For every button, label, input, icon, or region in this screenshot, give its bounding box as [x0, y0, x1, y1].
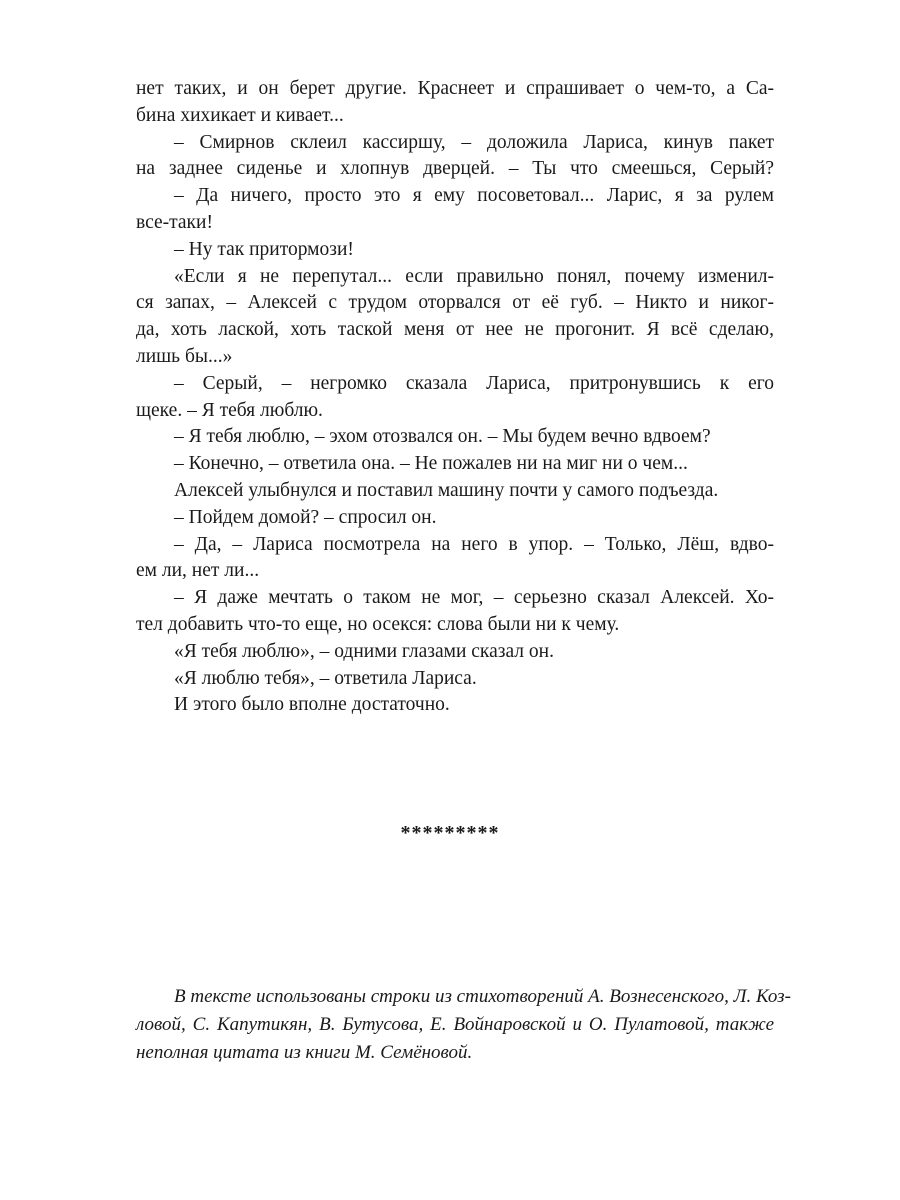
text-line: нет таких, и он берет другие. Краснеет и спрашивает о чем-то, а Са-: [136, 78, 774, 99]
text-line: щеке. – Я тебя люблю.: [136, 399, 323, 421]
text-line: тел добавить что-то еще, но осекся: слова были ни к чему.: [136, 613, 620, 635]
text-line: ем ли, нет ли...: [136, 560, 260, 582]
text-line: ся запах, – Алексей с трудом оторвался от её губ. – Никто и никог-: [136, 292, 774, 314]
section-separator: *********: [400, 822, 500, 844]
text-line: – Я тебя люблю, – эхом отозвался он. – Мы будем вечно вдвоем?: [174, 426, 711, 448]
text-line: «Если я не перепутал... если правильно понял, почему изменил-: [174, 265, 774, 287]
text-line: бина хихикает и кивает...: [136, 104, 344, 126]
text-line: – Ну так притормози!: [174, 238, 354, 260]
text-line: на заднее сиденье и хлопнув дверцей. – Ты что смеешься, Серый?: [136, 158, 774, 180]
text-line: – Серый, – негромко сказала Лариса, притронувшись к его: [174, 372, 774, 394]
text-line: «Я люблю тебя», – ответила Лариса.: [174, 667, 477, 689]
text-line: все-таки!: [136, 211, 213, 233]
text-line: – Да ничего, просто это я ему посоветовал... Ларис, я за рулем: [174, 185, 774, 207]
text-line: – Смирнов склеил кассиршу, – доложила Лариса, кинув пакет: [174, 131, 774, 153]
footnote: [136, 983, 791, 1067]
footnote-line: ловой, С. Капутикян, В. Бутусова, Е. Войнаровской и О. Пулатовой, также: [136, 1014, 774, 1035]
text-line: – Пойдем домой? – спросил он.: [174, 506, 437, 528]
text-line: – Я даже мечтать о таком не мог, – серьезно сказал Алексей. Хо-: [174, 587, 774, 609]
story-text: [136, 76, 774, 719]
footnote-line: В тексте использованы строки из стихотворений А. Вознесенского, Л. Коз-: [174, 986, 791, 1007]
text-line: «Я тебя люблю», – одними глазами сказал он.: [174, 640, 554, 662]
text-line: – Да, – Лариса посмотрела на него в упор. – Только, Лёш, вдво-: [174, 533, 774, 555]
text-line: И этого было вполне достаточно.: [174, 694, 450, 716]
footnote-line: неполная цитата из книги М. Семёновой.: [136, 1042, 473, 1063]
text-line: да, хоть лаской, хоть таской меня от нее не прогонит. Я всё сделаю,: [136, 319, 774, 341]
text-line: лишь бы...»: [136, 345, 233, 367]
text-line: – Конечно, – ответила она. – Не пожалев ни на миг ни о чем...: [174, 453, 688, 475]
text-line: Алексей улыбнулся и поставил машину почти у самого подъезда.: [174, 479, 719, 501]
